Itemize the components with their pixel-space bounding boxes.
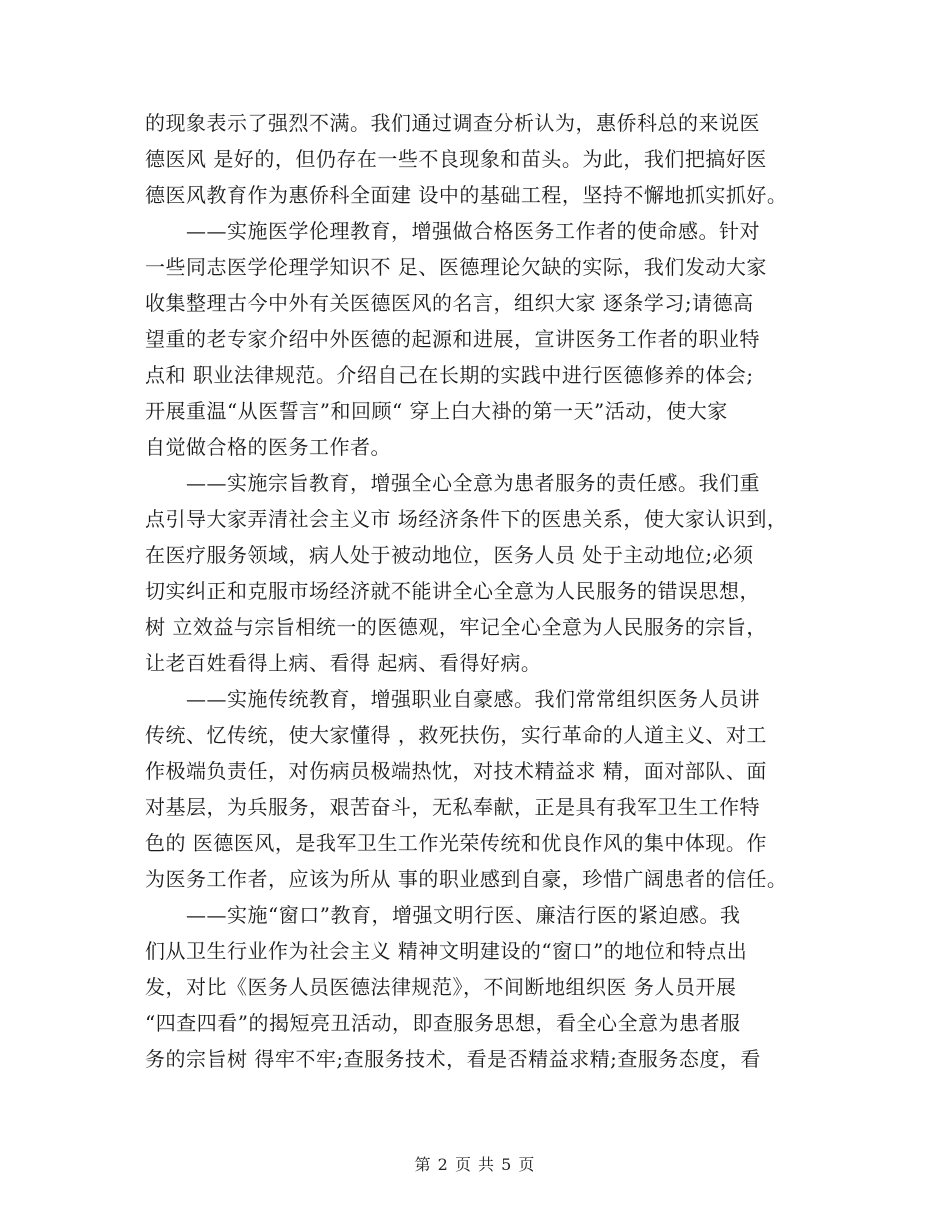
body-text (145, 105, 825, 1077)
text-line: 切实纠正和克服市场经济就不能讲全心全意为人民服务的错误思想， (145, 579, 760, 603)
text-line: 德医风 是好的，但仍存在一些不良现象和苗头。为此，我们把搞好医 (145, 147, 767, 171)
text-line: 自觉做合格的医务工作者。 (145, 435, 391, 459)
text-line: 在医疗服务领域，病人处于被动地位，医务人员 处于主动地位;必须 (145, 543, 754, 567)
text-line: 的现象表示了强烈不满。我们通过调查分析认为，惠侨科总的来说医 (145, 111, 760, 135)
text-line: ——实施医学伦理教育，增强做合格医务工作者的使命感。针对 (145, 219, 760, 243)
text-line: 务的宗旨树 得牢不牢;查服务技术，看是否精益求精;查服务态度，看 (145, 1047, 761, 1071)
text-line: 作极端负责任，对伤病员极端热忱，对技术精益求 精，面对部队、面 (145, 759, 767, 783)
text-line: 色的 医德医风，是我军卫生工作光荣传统和优良作风的集中体现。作 (145, 831, 767, 855)
text-line: 点和 职业法律规范。介绍自己在长期的实践中进行医德修养的体会; (145, 363, 754, 387)
text-line: 们从卫生行业作为社会主义 精神文明建设的“窗口”的地位和特点出 (145, 939, 748, 963)
text-line: ——实施宗旨教育，增强全心全意为患者服务的责任感。我们重 (145, 471, 760, 495)
text-line: 对基层，为兵服务，艰苦奋斗，无私奉献，正是具有我军卫生工作特 (145, 795, 760, 819)
text-line: ——实施传统教育，增强职业自豪感。我们常常组织医务人员讲 (145, 687, 760, 711)
text-line: 望重的老专家介绍中外医德的起源和进展，宣讲医务工作者的职业特 (145, 327, 760, 351)
text-line: 德医风教育作为惠侨科全面建 设中的基础工程，坚持不懈地抓实抓好。 (145, 183, 788, 207)
text-line: 发，对比《医务人员医德法律规范》，不间断地组织医 务人员开展 (145, 975, 737, 999)
text-line: 点引导大家弄清社会主义市 场经济条件下的医患关系，使大家认识到， (145, 507, 788, 531)
text-line: 让老百姓看得上病、看得 起病、看得好病。 (145, 651, 542, 675)
text-line: 为医务工作者，应该为所从 事的职业感到自豪，珍惜广阔患者的信任。 (145, 867, 788, 891)
text-line: 一些同志医学伦理学知识不 足、医德理论欠缺的实际，我们发动大家 (145, 255, 767, 279)
text-line: 传统、忆传统，使大家懂得 ，救死扶伤，实行革命的人道主义、对工 (145, 723, 767, 747)
text-line: 树 立效益与宗旨相统一的医德观，牢记全心全意为人民服务的宗旨， (145, 615, 767, 639)
text-line: “四查四看”的揭短亮丑活动，即查服务思想，看全心全意为患者服 (145, 1011, 741, 1035)
text-line: 收集整理古今中外有关医德医风的名言，组织大家 逐条学习;请德高 (145, 291, 754, 315)
text-line: 开展重温“从医誓言”和回顾“ 穿上白大褂的第一天”活动，使大家 (145, 399, 728, 423)
text-line: ——实施“窗口”教育，增强文明行医、廉洁行医的紧迫感。我 (145, 903, 741, 927)
page-number-footer: 第 2 页 共 5 页 (414, 1155, 536, 1174)
